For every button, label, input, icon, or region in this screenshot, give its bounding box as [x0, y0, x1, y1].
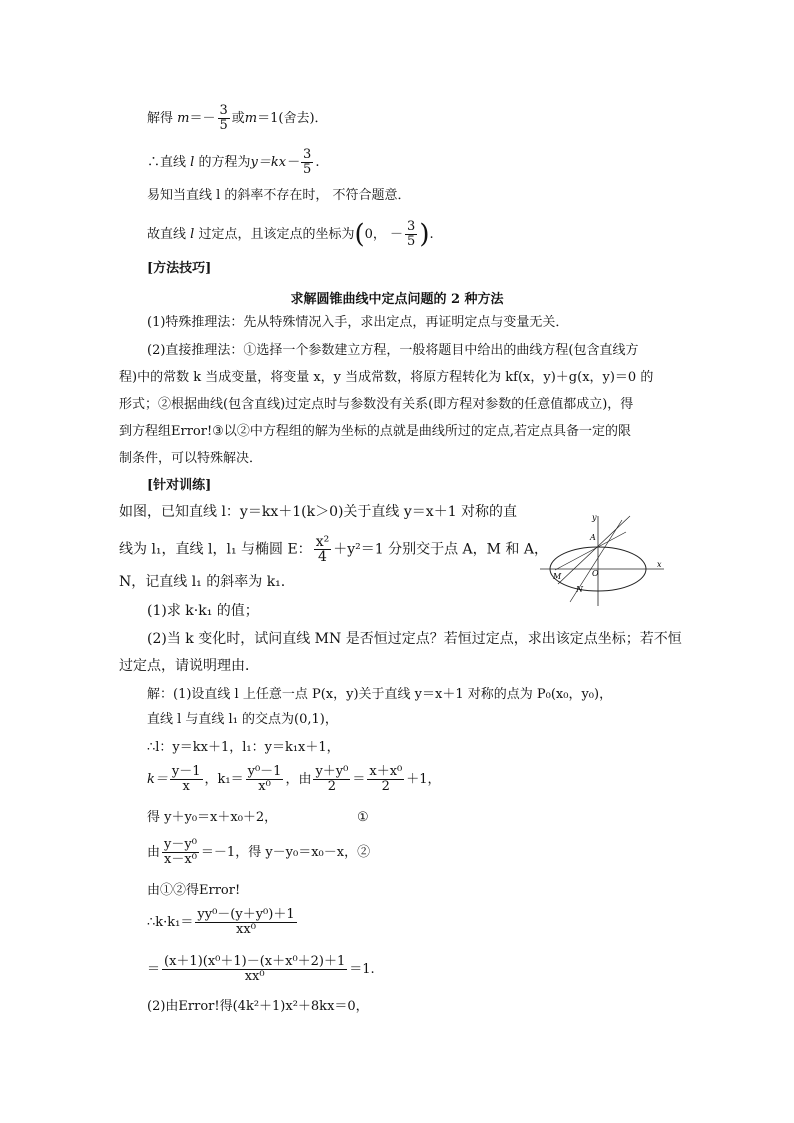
question-2-line-1: (2)当 k 变化时，试问直线 MN 是否恒过定点？若恒过定点，求出该定点坐标；若不恒 [147, 631, 682, 647]
solution-10: (2)由Error!得(4k²＋1)x²＋8kx＝0， [147, 999, 369, 1014]
solution-5: 得 y＋y₀＝x＋x₀＋2， [147, 810, 278, 825]
solution-1: 解：(1)设直线 l 上任意一点 P(x，y)关于直线 y＝x＋1 对称的点为 P₀(x₀，y₀)， [147, 687, 613, 702]
solution-2: 直线 l 与直线 l₁ 的交点为(0,1)， [147, 712, 338, 727]
ellipse-figure [530, 510, 670, 610]
label-m: M [553, 572, 562, 581]
tip-2-line-1: (2)直接推理法：①选择一个参数建立方程，一般将题目中给出的曲线方程(包含直线方 [147, 343, 639, 358]
line-equation-l: ∴直线 l 的方程为y＝kx－ $\frac{3}{5}$ . [147, 147, 320, 177]
solution-3: ∴l：y＝kx＋1，l₁：y＝k₁x＋1， [147, 740, 340, 755]
training-tag: [针对训练] [147, 478, 212, 493]
solution-6: 由 $\frac{\text{y－y⁰}}{\text{x－x⁰}}$ ＝－1，得 y－y₀＝x₀－x，② [147, 837, 371, 867]
question-1: (1)求 k·k₁ 的值； [147, 603, 259, 619]
tip-2-line-3: 形式；②根据曲线(包含直线)过定点时与参数没有关系(即方程对参数的任意值都成立)，得 [119, 397, 634, 412]
line-fixed-point: 故直线 l 过定点，且该定点的坐标为(0， － $\frac{3}{5}$ ). [147, 219, 434, 250]
tip-1: (1)特殊推理法：先从特殊情况入手，求出定点，再证明定点与变量无关． [147, 315, 569, 330]
label-o: O [592, 569, 599, 578]
line-solve-m: 解得 m＝－ $\frac{3}{5}$ 或m＝1(舍去)． [147, 103, 328, 133]
question-2-line-2: 过定点，请说明理由． [119, 658, 259, 674]
solution-7: 由①②得Error! [147, 883, 241, 898]
problem-line-2: 线为 l₁，直线 l，l₁ 与椭圆 E： $\frac{\text{x²}}{4}$ ＋y²＝1 分别交于点 A，M 和 A， [119, 534, 548, 565]
label-n: N [576, 585, 583, 594]
tips-title: 求解圆锥曲线中定点问题的 2 种方法 [290, 292, 504, 307]
solution-5-tag: ① [357, 810, 369, 825]
problem-line-3: N，记直线 l₁ 的斜率为 k₁. [119, 574, 286, 590]
tip-2-line-5: 制条件，可以特殊解决． [119, 451, 263, 466]
line-slope-note: 易知当直线 l 的斜率不存在时， 不符合题意． [147, 188, 411, 203]
label-x: x [657, 560, 662, 569]
solution-9: ＝ $\frac{\text{(x＋1)(x⁰＋1)－(x＋x⁰＋2)＋1}}{\text{xx⁰}}$ ＝1. [147, 954, 375, 984]
tip-2-line-4: 到方程组Error!③以②中方程组的解为坐标的点就是曲线所过的定点,若定点具备一定的限 [119, 424, 631, 439]
solution-8: ∴k·k₁＝ $\frac{\text{yy⁰－(y＋y⁰)＋1}}{\text{xx⁰}}$ [147, 907, 295, 937]
solution-4: k＝ $\frac{y-1}{x}$ ，k₁＝ $\frac{\text{y⁰－1}}{\text{x⁰}}$ ，由 $\frac{\text{y＋y⁰}}{2}$ ＝ $\frac{\text{x＋x⁰}}{2}$ ＋1， [147, 764, 441, 794]
label-y: y [592, 513, 597, 522]
tips-tag: [方法技巧] [147, 261, 212, 276]
tip-2-line-2: 程)中的常数 k 当成变量，将变量 x，y 当成常数，将原方程转化为 kf(x，y)＋g(x，y)＝0 的 [119, 370, 654, 385]
problem-line-1: 如图，已知直线 l：y＝kx＋1(k＞0)关于直线 y＝x＋1 对称的直 [119, 504, 518, 520]
label-a: A [590, 533, 596, 542]
